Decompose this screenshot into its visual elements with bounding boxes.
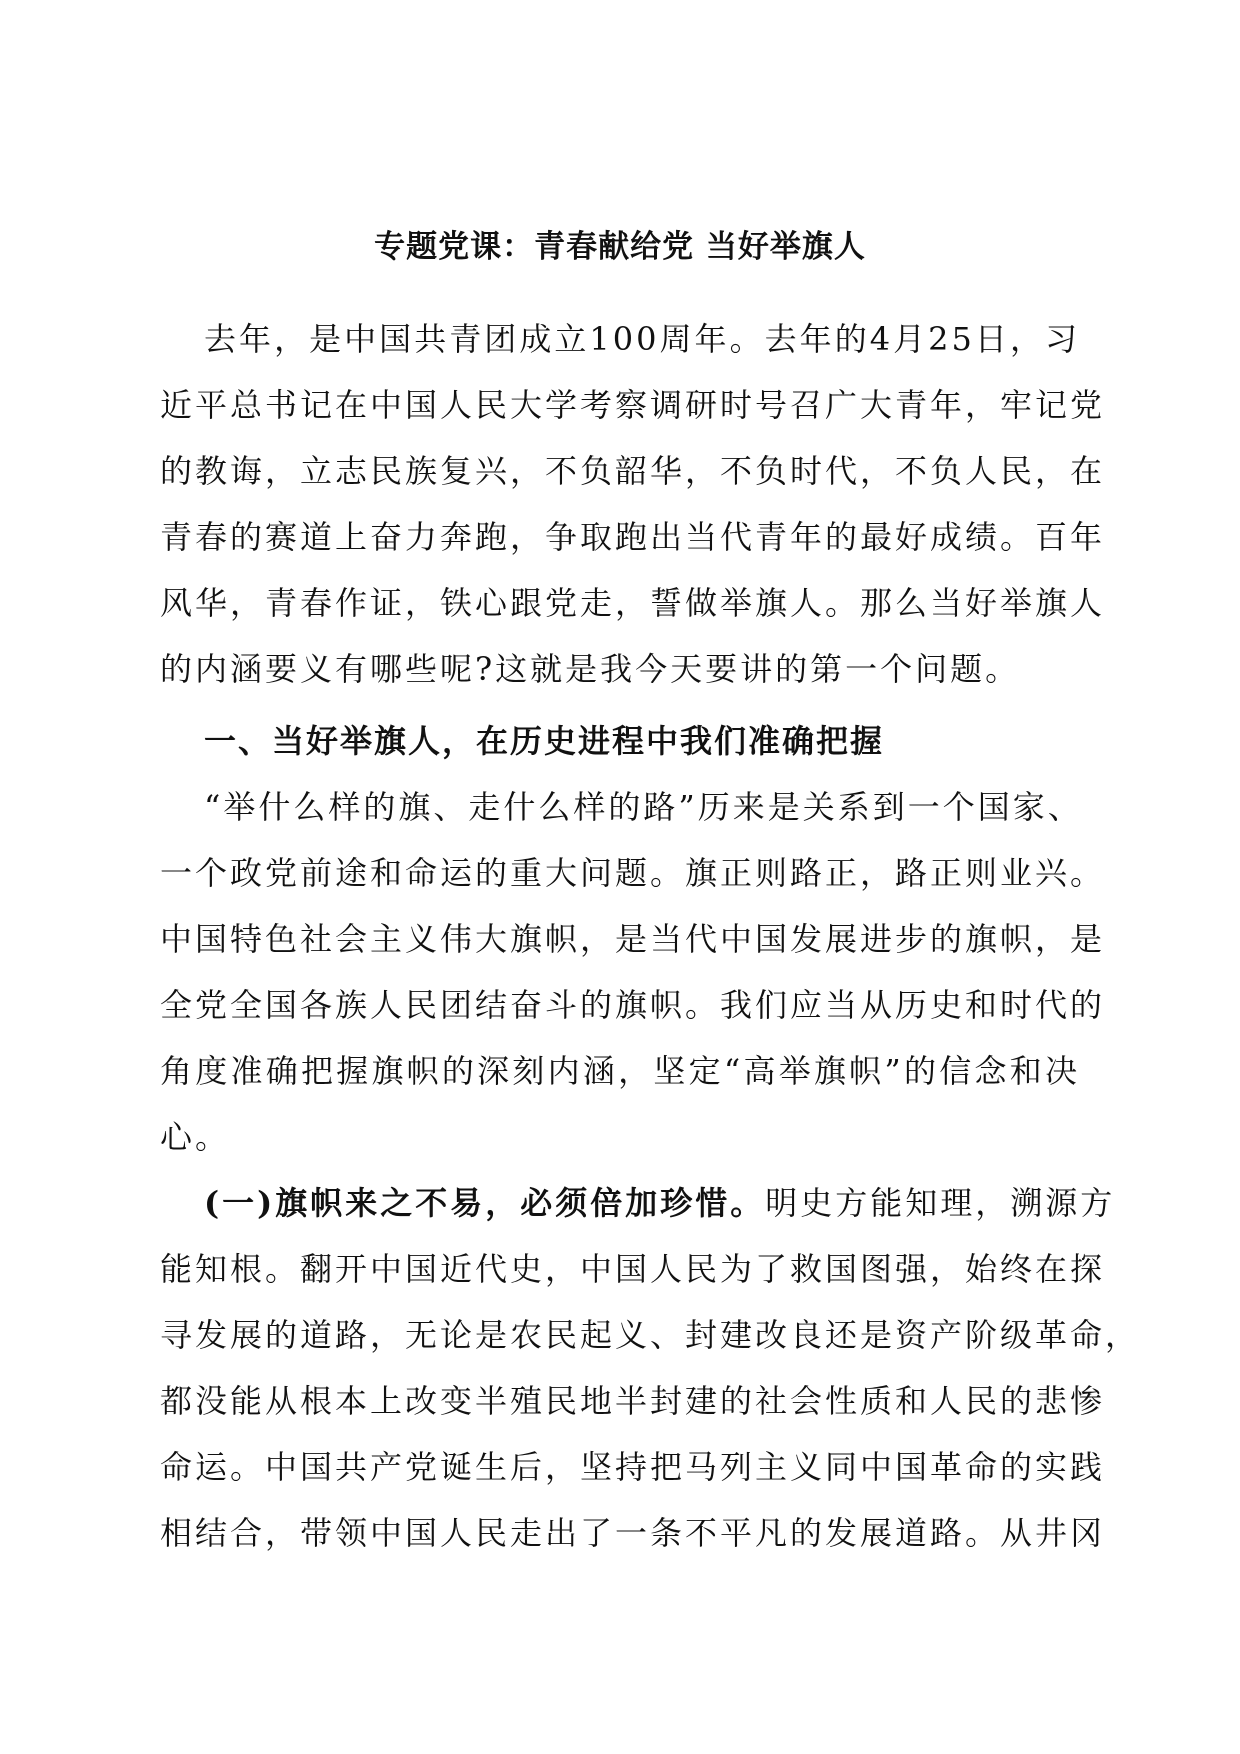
paragraph-line: 去年，是中国共青团成立100周年。去年的4月25日，习: [204, 320, 1080, 358]
paragraph-line: 能知根。翻开中国近代史，中国人民为了救国图强，始终在探: [160, 1250, 1106, 1288]
paragraph-intro: [160, 306, 1106, 702]
paragraph-line: 全党全国各族人民团结奋斗的旗帜。我们应当从历史和时代的: [160, 986, 1106, 1024]
paragraph-section-1: [160, 774, 1106, 1170]
paragraph-line: 相结合，带领中国人民走出了一条不平凡的发展道路。从井冈: [160, 1514, 1106, 1552]
paragraph-line: 命运。中国共产党诞生后，坚持把马列主义同中国革命的实践: [160, 1448, 1106, 1486]
paragraph-line: “举什么样的旗、走什么样的路”历来是关系到一个国家、: [204, 788, 1083, 826]
document-title: 专题党课：青春献给党 当好举旗人: [374, 229, 866, 265]
paragraph-line: 一个政党前途和命运的重大问题。旗正则路正，路正则业兴。: [160, 854, 1106, 892]
paragraph-line: 的教诲，立志民族复兴，不负韶华，不负时代，不负人民，在: [160, 452, 1106, 490]
paragraph-line: 寻发展的道路，无论是农民起义、封建改良还是资产阶级革命，: [160, 1316, 1141, 1354]
section-heading-1: 一、当好举旗人，在历史进程中我们准确把握: [204, 722, 885, 760]
subsection-lead-rest: 明史方能知理，溯源方: [765, 1184, 1116, 1222]
paragraph-line: 中国特色社会主义伟大旗帜，是当代中国发展进步的旗帜，是: [160, 920, 1106, 958]
paragraph-line: 心。: [160, 1118, 231, 1156]
paragraph-line: 都没能从根本上改变半殖民地半封建的社会性质和人民的悲惨: [160, 1382, 1106, 1420]
paragraph-line: 风华，青春作证，铁心跟党走，誓做举旗人。那么当好举旗人: [160, 584, 1106, 622]
paragraph-subsection-1: [160, 1170, 1141, 1566]
paragraph-line: 的内涵要义有哪些呢?这就是我今天要讲的第一个问题。: [160, 650, 1021, 688]
paragraph-line: [160, 1170, 1116, 1236]
paragraph-line: 近平总书记在中国人民大学考察调研时号召广大青年，牢记党: [160, 386, 1106, 424]
paragraph-line: 青春的赛道上奋力奔跑，争取跑出当代青年的最好成绩。百年: [160, 518, 1106, 556]
paragraph-line: 角度准确把握旗帜的深刻内涵，坚定“高举旗帜”的信念和决: [160, 1052, 1080, 1090]
subsection-lead: (一)旗帜来之不易，必须倍加珍惜。: [204, 1184, 766, 1222]
